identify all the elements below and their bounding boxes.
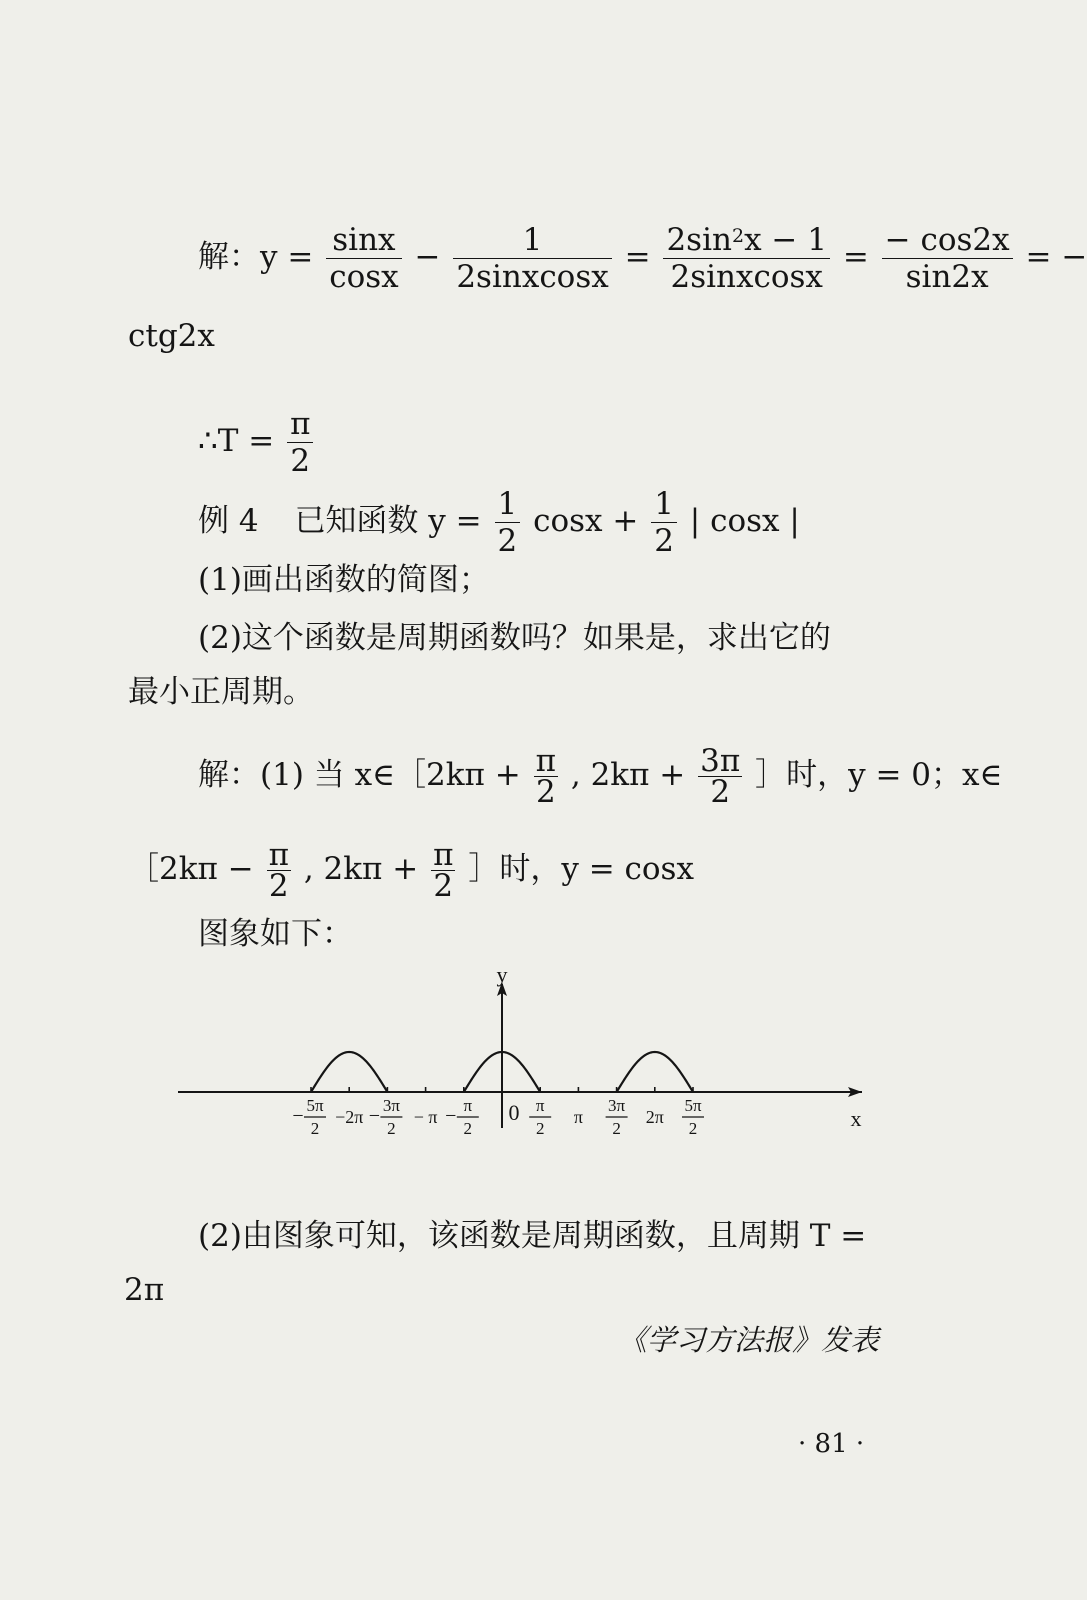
question-2: (2)这个函数是周期函数吗？如果是，求出它的 xyxy=(198,620,831,656)
solution-text: ［2kπ − xyxy=(128,851,254,887)
fraction-numerator: π xyxy=(268,837,289,873)
fraction-numerator: 1 xyxy=(495,486,521,523)
solution-text: ］时，y = 0；x∈ xyxy=(755,757,1003,793)
solution-text: 解：(1) 当 x∈［2kπ + xyxy=(198,757,521,793)
tick-label-denominator: 2 xyxy=(387,1119,396,1138)
fraction-numerator: π xyxy=(433,837,454,873)
cos-arch xyxy=(311,1052,387,1092)
numerator-part: x − 1 xyxy=(744,222,827,258)
superscript: 2 xyxy=(731,225,745,247)
tick-label-numerator: 5π xyxy=(684,1096,702,1115)
tick-label-numerator: 3π xyxy=(608,1096,626,1115)
example-label: 例 4 xyxy=(198,503,259,539)
fraction-denominator: sin2x xyxy=(905,259,989,295)
period-result xyxy=(198,406,316,479)
numerator-part: 2sin xyxy=(666,222,732,258)
solution-prefix: 解：y = xyxy=(198,239,314,275)
tick-label-denominator: 2 xyxy=(612,1119,621,1138)
fraction-denominator: cosx xyxy=(329,259,399,295)
solution-text: , 2kπ + xyxy=(570,757,686,793)
solution-part1-line1 xyxy=(198,743,1003,810)
origin-label: 0 xyxy=(508,1100,520,1125)
tick-sign: − xyxy=(445,1105,457,1127)
fraction-numerator: π xyxy=(287,406,313,443)
question-2-continuation: 最小正周期。 xyxy=(128,674,314,710)
fraction-numerator: 3π xyxy=(700,743,741,779)
fraction-denominator: 2sinxcosx xyxy=(456,259,609,295)
fraction-one-over xyxy=(453,222,611,295)
solution-continuation: ctg2x xyxy=(128,318,215,354)
fraction-half xyxy=(495,486,521,559)
example-mid: cosx + xyxy=(533,503,639,539)
fraction-pi-over-2 xyxy=(287,406,313,479)
fraction-numerator: 1 xyxy=(453,222,611,259)
period-prefix: ∴T = xyxy=(198,423,275,459)
fraction-pi-over-2 xyxy=(534,743,558,810)
cos-arch xyxy=(617,1052,693,1092)
fraction-denominator: 2 xyxy=(710,774,731,810)
question-1: (1)画出函数的简图； xyxy=(198,562,490,598)
conclusion-continuation: 2π xyxy=(124,1272,165,1308)
graph-tick-labels xyxy=(292,962,861,1138)
fraction-denominator: 2 xyxy=(535,774,556,810)
fraction-numerator xyxy=(663,222,830,259)
equals-sign: = xyxy=(624,239,651,275)
tick-label-numerator: π xyxy=(463,1096,473,1115)
tick-sign: − xyxy=(292,1105,304,1127)
tick-label-numerator: 3π xyxy=(382,1096,400,1115)
x-axis-label: x xyxy=(850,1106,862,1131)
fraction-denominator: 2 xyxy=(654,523,674,559)
source-attribution: 《学习方法报》发表 xyxy=(618,1323,880,1357)
tick-label-denominator: 2 xyxy=(688,1119,698,1138)
fraction-numerator: sinx xyxy=(326,222,401,259)
fraction-sinx-cosx xyxy=(326,222,401,295)
fraction-numerator: π xyxy=(535,743,556,779)
solution-part1-line2 xyxy=(128,837,694,904)
example-heading xyxy=(198,486,800,559)
equals-sign: = xyxy=(842,239,869,275)
fraction-half xyxy=(651,486,677,559)
tick-label-numerator: π xyxy=(535,1096,545,1115)
tick-label: −2π xyxy=(335,1107,364,1127)
fraction-denominator: 2 xyxy=(290,443,311,479)
conclusion: (2)由图象可知，该函数是周期函数，且周期 T = xyxy=(198,1218,867,1254)
fraction-numerator: − cos2x xyxy=(882,222,1013,259)
function-graph xyxy=(0,960,1064,1160)
tick-sign: − xyxy=(368,1105,381,1127)
fraction-3pi-over-2 xyxy=(698,743,742,810)
tick-label: π xyxy=(573,1107,583,1127)
minus-sign: − xyxy=(414,239,441,275)
example-text: 已知函数 y = xyxy=(294,503,482,539)
fraction-denominator: 2 xyxy=(497,523,518,559)
fraction-denominator: 2 xyxy=(433,868,454,904)
graph-axes xyxy=(178,982,862,1128)
page-number: · 81 · xyxy=(798,1429,865,1459)
equals-negative: = − xyxy=(1025,239,1087,275)
fraction-pi-over-2 xyxy=(267,837,291,904)
fraction-2sin2x xyxy=(663,222,830,295)
fraction-cos2x-sin2x xyxy=(882,222,1013,295)
solution-derivation xyxy=(198,222,1087,295)
fraction-pi-over-2 xyxy=(431,837,455,904)
abs-cosx: | cosx | xyxy=(689,503,800,539)
tick-label-denominator: 2 xyxy=(310,1119,320,1138)
solution-text: , 2kπ + xyxy=(303,851,419,887)
fraction-denominator: 2 xyxy=(268,868,289,904)
tick-label-denominator: 2 xyxy=(463,1119,473,1138)
tick-label-numerator: 5π xyxy=(306,1096,324,1115)
tick-label: 2π xyxy=(645,1107,664,1127)
solution-text: ］时，y = cosx xyxy=(468,851,694,887)
fraction-denominator: 2sinxcosx xyxy=(670,259,823,295)
y-axis-label: y xyxy=(496,962,508,987)
graph-intro: 图象如下： xyxy=(198,916,353,952)
fraction-numerator: 1 xyxy=(651,486,677,523)
tick-label-denominator: 2 xyxy=(535,1119,545,1138)
tick-label: − π xyxy=(413,1107,438,1127)
